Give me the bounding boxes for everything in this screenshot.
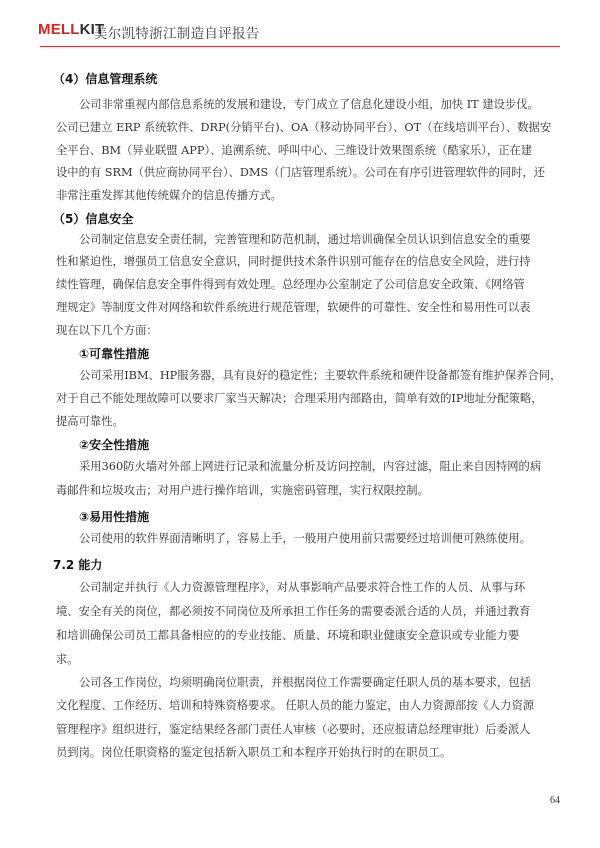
paragraph-line: 毒邮件和垃圾攻击；对用户进行操作培训，实施密码管理，实行权限控制。 (56, 484, 429, 497)
paragraph-line: 公司使用的软件界面清晰明了，容易上手，一般用户使用前只需要经过培训便可熟练使用。 (79, 532, 531, 545)
paragraph-line: 公司各工作岗位，均须明确岗位职责，并根据岗位工作需要确定任职人员的基本要求，包括 (79, 676, 531, 689)
section-heading-info-security: （5）信息安全 (53, 212, 134, 226)
subheading-security: ②安全性措施 (79, 438, 150, 452)
paragraph-line: 提高可靠性。 (56, 415, 124, 428)
subheading-usability: ③易用性措施 (79, 510, 150, 524)
paragraph-line: 文化程度、工作经历、培训和特殊资格要求。 任职人员的能力鉴定，由人力资源部按《人力资源 (56, 699, 535, 712)
paragraph-line: 设中的有 SRM（供应商协同平台）、DMS（门店管理系统）。公司在有序引进管理软件的同时，还 (56, 166, 546, 179)
logo-dark-text: KIT (79, 21, 105, 38)
paragraph-line: 公司制定并执行《人力资源管理程序》，对从事影响产品要求符合性工作的人员、从事与环 (79, 581, 526, 594)
paragraph-line: 对于自己不能处理故障可以要求厂家当天解决；合理采用内部路由，简单有效的IP地址分配策略， (56, 392, 543, 405)
paragraph-line: 全平台、BM（异业联盟 APP）、追溯系统、呼叫中心、三维设计效果图系统（酷家乐），正在建 (56, 144, 533, 157)
paragraph-line: 公司已建立 ERP 系统软件、DRP(分销平台)、OA（移动协同平台）、OT（在线培训平台）、数据安 (56, 121, 552, 134)
paragraph-line: 公司非常重视内部信息系统的发展和建设，专门成立了信息化建设小组，加快 IT 建设步伐。 (79, 98, 539, 111)
paragraph-line: 员到岗。岗位任职资格的鉴定包括新入职员工和本程序开始执行时的在职员工。 (56, 746, 452, 759)
paragraph-line: 现在以下几个方面： (56, 324, 158, 337)
paragraph-line: 理规定》等制度文件对网络和软件系统进行规范管理，软硬件的可靠性、安全性和易用性可以表 (56, 301, 531, 314)
page-number: 64 (550, 795, 560, 806)
report-title: 美尔凯特浙江制造自评报告 (94, 26, 260, 42)
paragraph-line: 公司采用IBM、HP服务器，具有良好的稳定性；主要软件系统和硬件设备都签有维护保养合同， (79, 369, 562, 382)
section-heading-info-management: （4）信息管理系统 (53, 72, 158, 86)
paragraph-line: 非常注重发挥其他传统媒介的信息传播方式。 (56, 189, 282, 202)
subheading-reliability: ①可靠性措施 (79, 347, 150, 361)
logo-red-text: MELL (38, 21, 80, 38)
paragraph-line: 境、安全有关的岗位，都必须按不同岗位及所承担工作任务的需要委派合适的人员，并通过教育 (56, 605, 531, 618)
paragraph-line: 管理程序》组织进行，鉴定结果经各部门责任人审核（必要时，还应报请总经理审批）后委派人 (56, 723, 531, 736)
paragraph-line: 求。 (56, 653, 79, 666)
paragraph-line: 公司制定信息安全责任制，完善管理和防范机制，通过培训确保全员认识到信息安全的重要 (79, 233, 531, 246)
section-heading-competence: 7.2 能力 (53, 558, 103, 572)
paragraph-line: 采用360防火墙对外部上网进行记录和流量分析及访问控制，内容过滤，阻止来自因特网的病 (79, 460, 542, 473)
paragraph-line: 和培训确保公司员工都具备相应的的专业技能、质量、环境和职业健康安全意识或专业能力要 (56, 629, 520, 642)
paragraph-line: 性和紧迫性，增强员工信息安全意识，同时提供技术条件识别可能存在的信息安全风险，进行持 (56, 255, 531, 268)
paragraph-line: 续性管理，确保信息安全事件得到有效处理。总经理办公室制定了公司信息安全政策、《网络管 (56, 278, 525, 291)
